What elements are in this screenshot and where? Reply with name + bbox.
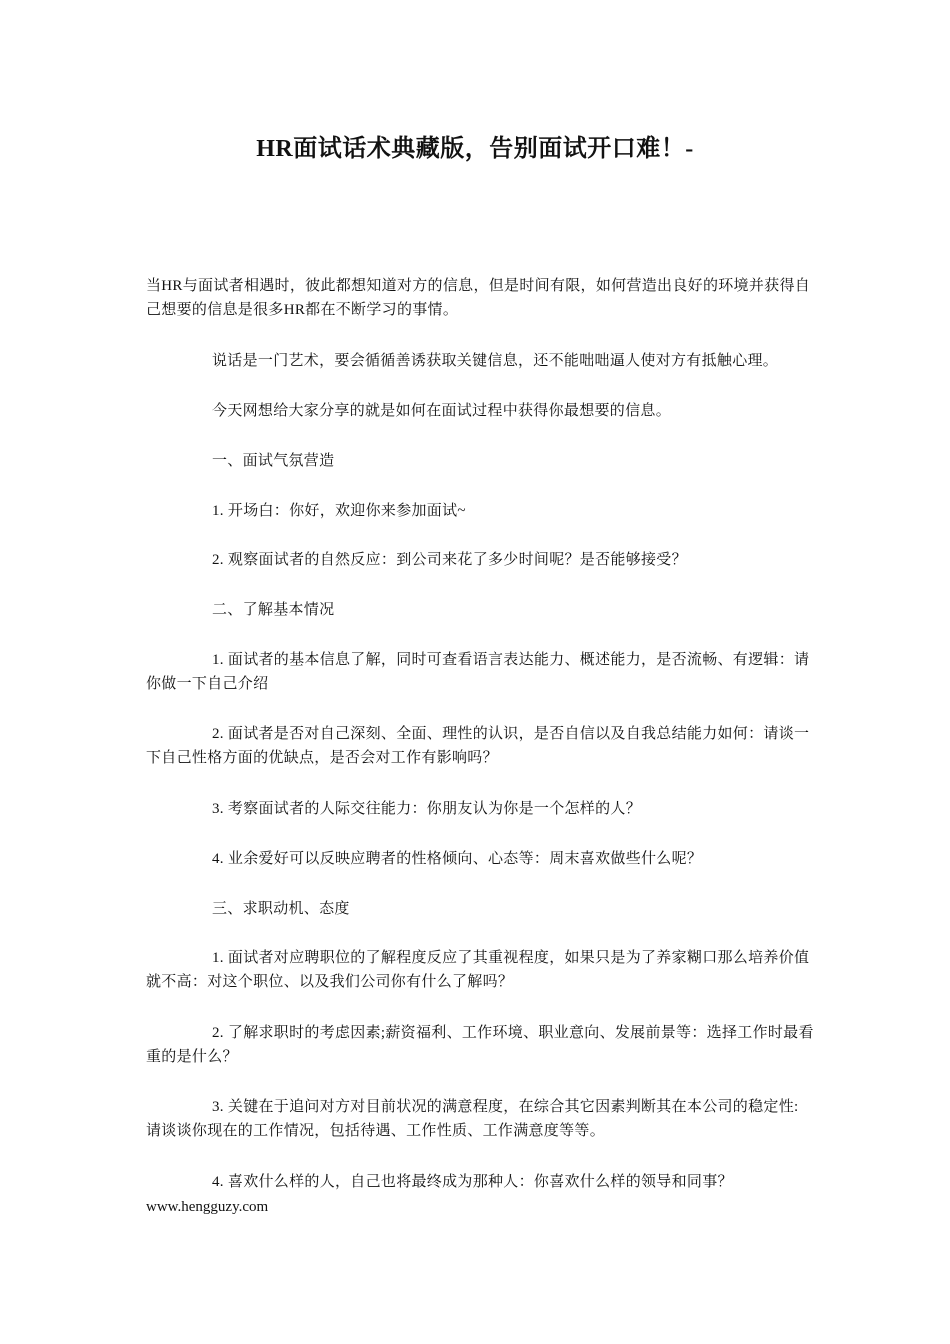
list-item: 4. 业余爱好可以反映应聘者的性格倾向、心态等：周末喜欢做些什么呢？ — [212, 851, 703, 867]
section-heading: 一、面试气氛营造 — [212, 453, 335, 469]
paragraph-1-2 — [146, 548, 814, 572]
list-item: 2. 了解求职时的考虑因素;薪资福利、工作环境、职业意向、发展前景等：选择工作时最看重的是什么？ — [146, 1025, 814, 1065]
list-item: 2. 观察面试者的自然反应：到公司来花了多少时间呢？是否能够接受？ — [212, 552, 687, 568]
section-heading-1 — [146, 449, 814, 473]
paragraph-2-3 — [146, 797, 814, 821]
paragraph-intro — [146, 274, 814, 322]
paragraph: 说话是一门艺术，要会循循善诱获取关键信息，还不能咄咄逼人使对方有抵触心理。 — [212, 353, 779, 369]
paragraph-3-2 — [146, 1021, 814, 1069]
document-title: HR面试话术典藏版，告别面试开口难！- — [256, 136, 694, 162]
list-item: 3. 关键在于追问对方对目前状况的满意程度，在综合其它因素判断其在本公司的稳定性: 请谈谈你现在的工作情况，包括待遇、工作性质、工作满意度等等。 — [146, 1099, 803, 1139]
paragraph: 今天网想给大家分享的就是如何在面试过程中获得你最想要的信息。 — [212, 403, 672, 419]
paragraph-2-1 — [146, 648, 814, 696]
paragraph-3-1 — [146, 946, 814, 994]
section-heading-2 — [146, 598, 814, 622]
paragraph: 当HR与面试者相遇时，彼此都想知道对方的信息，但是时间有限，如何营造出良好的环境并获得自己想要的信息是很多HR都在不断学习的事情。 — [146, 278, 811, 318]
footer-url: www.hengguzy.com — [146, 1199, 269, 1215]
list-item: 1. 面试者对应聘职位的了解程度反应了其重视程度，如果只是为了养家糊口那么培养价值就不高：对这个职位、以及我们公司你有什么了解吗？ — [146, 950, 810, 990]
paragraph-3-3 — [146, 1095, 814, 1143]
section-heading: 二、了解基本情况 — [212, 602, 335, 618]
paragraph-3-4 — [146, 1170, 814, 1194]
list-item: 1. 面试者的基本信息了解，同时可查看语言表达能力、概述能力，是否流畅、有逻辑：请你做一下自己介绍 — [146, 652, 810, 692]
list-item: 3. 考察面试者的人际交往能力：你朋友认为你是一个怎样的人？ — [212, 801, 642, 817]
paragraph-2-4 — [146, 847, 814, 871]
paragraph-share — [146, 399, 814, 423]
section-heading-3 — [146, 897, 814, 921]
paragraph-art — [146, 349, 814, 373]
list-item: 1. 开场白：你好，欢迎你来参加面试~ — [212, 503, 466, 519]
list-item: 4. 喜欢什么样的人，自己也将最终成为那种人：你喜欢什么样的领导和同事？ — [212, 1174, 733, 1190]
section-heading: 三、求职动机、态度 — [212, 901, 350, 917]
paragraph-2-2 — [146, 722, 814, 770]
paragraph-1-1 — [146, 499, 814, 523]
list-item: 2. 面试者是否对自己深刻、全面、理性的认识，是否自信以及自我总结能力如何：请谈一下自己性格方面的优缺点，是否会对工作有影响吗？ — [146, 726, 810, 766]
